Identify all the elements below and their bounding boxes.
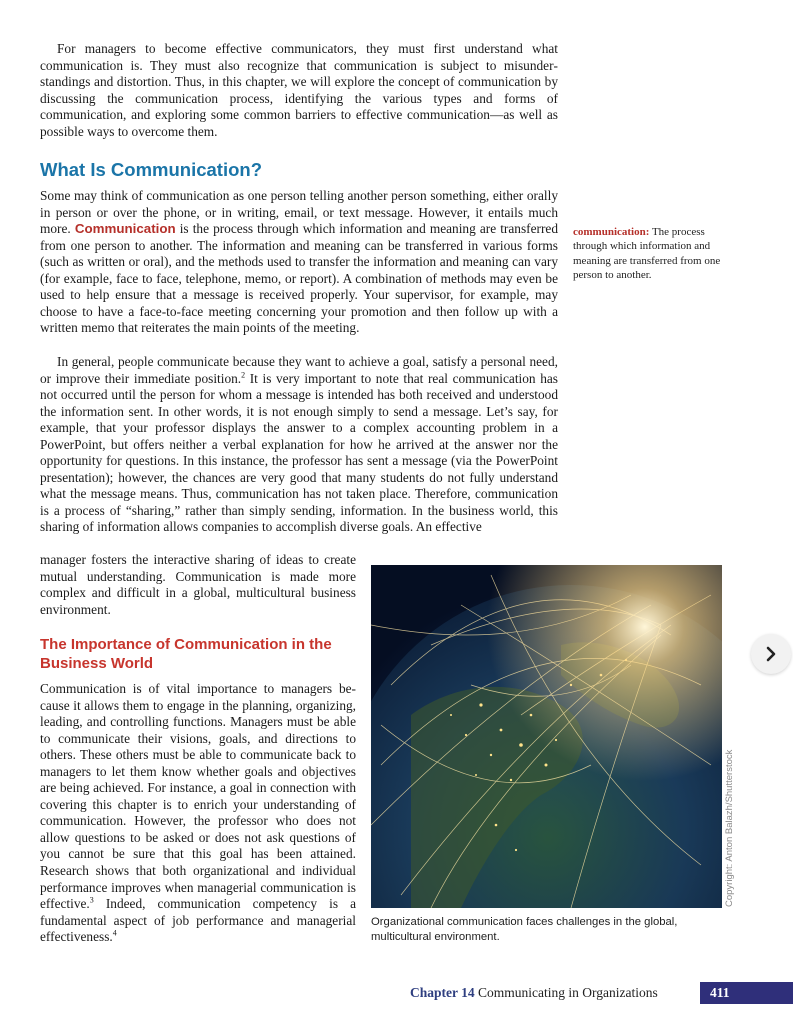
body-paragraph-1: Some may think of communication as one person telling another person something, either orally in person or over the phone, or in writing, email, or text message. However, it entails much more. Communication is the process through which information and meaning are transferred from one person to another. The information and meaning can be transferred in various forms (such as written or oral), and the methods used to transfer the information and meaning can vary (for example, face to face, telephone, memo, or report). A combination of methods may even be used to help ensure that a message is received properly. Your supervisor, for example, may choose to have a face-to-face meeting concerning your promotion and then follow up with a written memo that reiterates the main points of the meeting. [40,188,558,336]
next-page-button[interactable] [751,634,791,674]
body-paragraph-2: In general, people communicate because they want to achieve a goal, satisfy a personal need, or improve their immediate position.$^2$ It is very important to note that real communication has not occurred until the person for whom a message is intended has both received and understood the information sent. In other words, it is not enough simply to send a message. Let’s say, for example, that your professor displays the answer to a complex accounting problem in a PowerPoint, but offers neither a verbal explanation for how he arrived at the answer nor the opportunity for questions. In this instance, the professor has sent a message (via the PowerPoint presentation); however, the chances are very good that many students do not fully understand what the message means. Thus, communication has not taken place. Therefore, communication is a process of “sharing,” rather than simply sending, information. In the business world, this sharing of information allows companies to accomplish diverse goals. An effective [40,354,558,535]
footnote-ref-3[interactable]: 3 [89,895,94,905]
globe-network-image [371,565,722,908]
footnote-ref-4[interactable]: 4 [112,928,117,938]
section-heading: What Is Communication? [40,159,262,180]
key-term-communication: Communication [74,221,176,237]
margin-term: communication: [573,226,650,238]
intro-text: For managers to become effective communicators, they must first understand what communication is. They must also recognize that communication is subject to misunderstandings and distortion. Thus, in this chapter, we will explore the concept of communication by discussing the communication process, identifying the various types and forms of communication, and exploring some common barriers to effective communication—as well as possible ways to overcome them. [40,41,558,139]
chevron-right-icon [763,646,779,662]
footer-chapter: Chapter 14 [410,985,475,1000]
intro-paragraph [40,41,558,140]
page-number: 411 [700,982,793,1004]
body-paragraph-2-continued: manager fosters the interactive sharing of ideas to create mutual understanding. Communication is made more complex and difficult in a global, multicultural business environment. [40,552,356,617]
margin-definition-text: The process through which information and meaning are transferred from one person to another. [573,226,721,282]
footnote-ref-2[interactable]: 2 [241,370,246,380]
running-footer [410,985,658,1001]
subsection-paragraph: Communication is of vital importance to managers because it allows them to engage in the planning, organizing, leading, and controlling functions. Managers must be able to communicate their visions, goals, and directions to others. These others must be able to communicate back to managers to let them know whether goals and objectives are being achieved. For instance, a goal in connection with covering this chapter is to enrich your understanding of communication. However, the professor who does not allow questions to be asked or does not ask questions of you cannot be sure that this goal has been attained. Research shows that both organizational and individual performance improves when managerial communication is effective.$^3$ Indeed, communication competency is a fundamental aspect of job performance and managerial effectiveness.$^4$ [40,681,356,945]
photo-credit: Copyright: Anton Balazh/Shutterstock [724,749,735,907]
figure-caption: Organizational communication faces challenges in the global, multicultural environment. [371,916,678,943]
globe-illustration [371,565,722,908]
margin-definition [573,225,741,283]
footer-title: Communicating in Organizations [478,985,658,1000]
subsection-heading: The Importance of Communication in the Business World [40,636,332,672]
